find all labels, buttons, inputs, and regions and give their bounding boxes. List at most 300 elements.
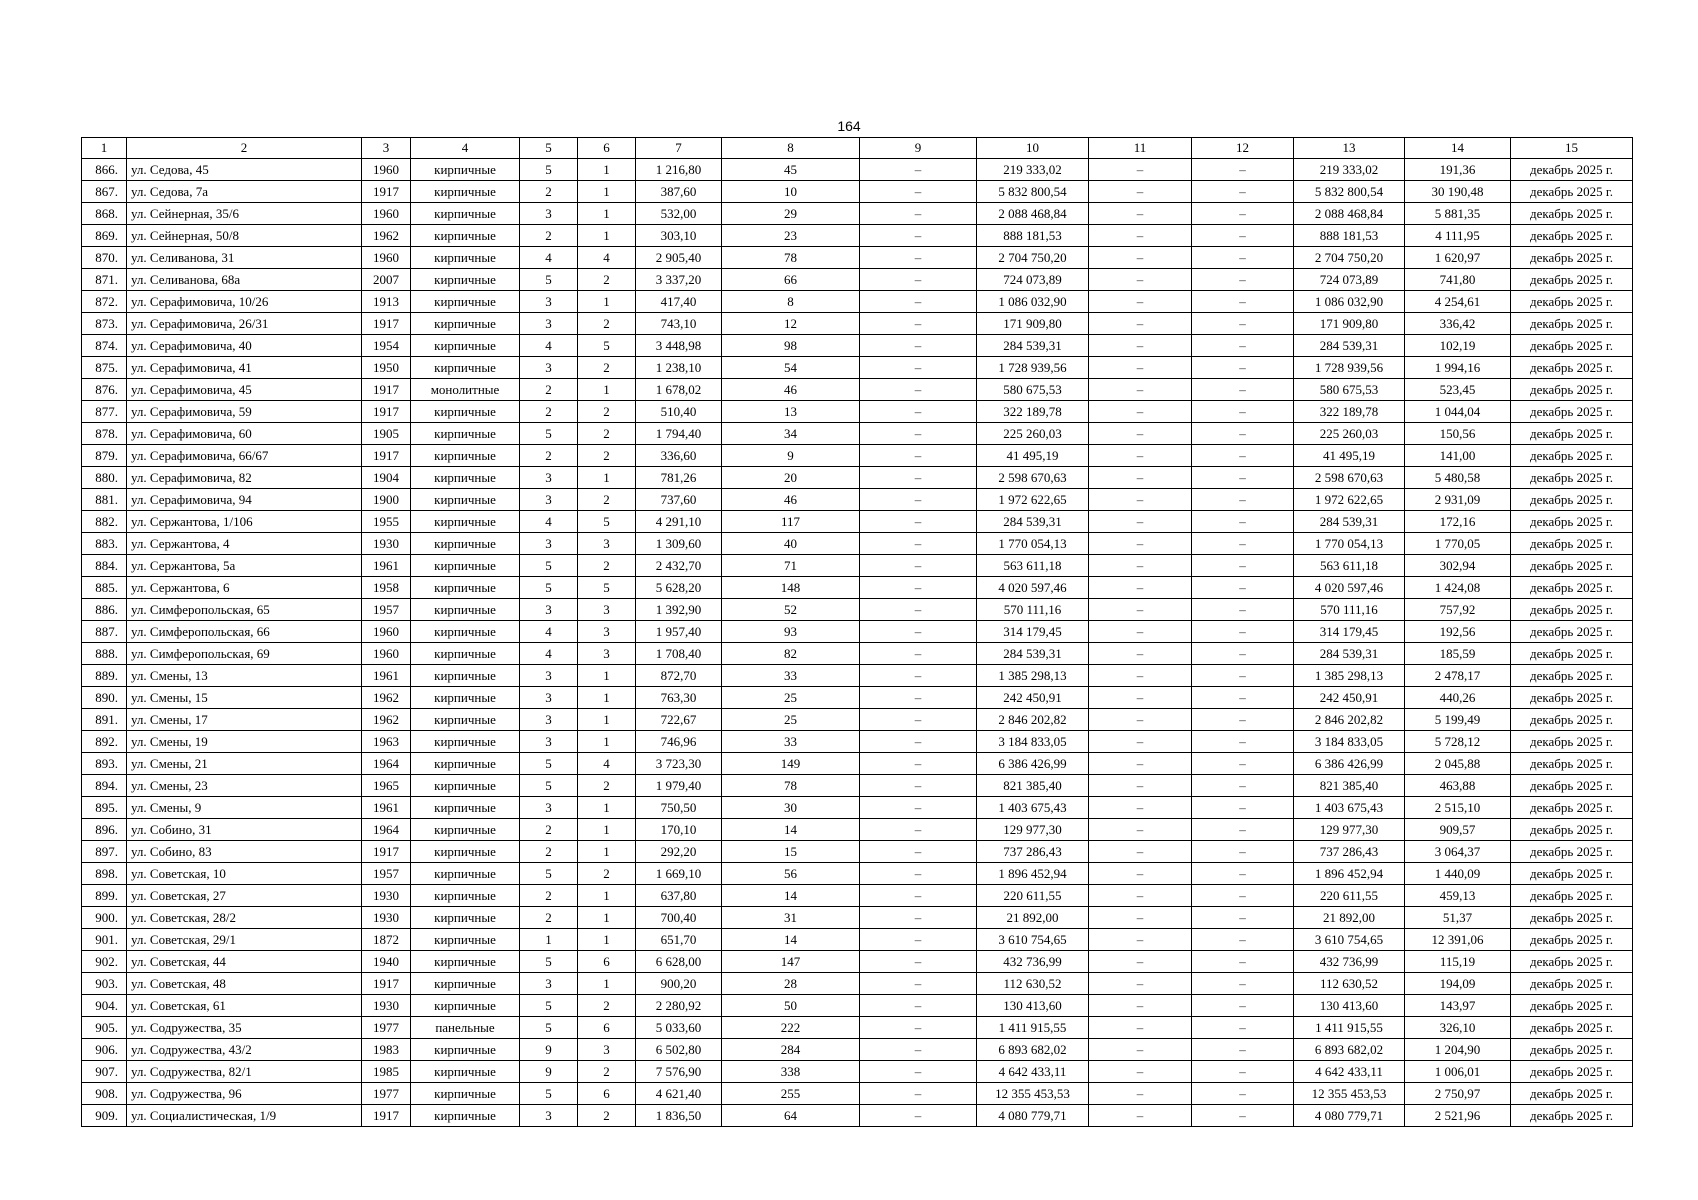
cell-residents: 10 [722,181,860,203]
cell-entrances: 2 [578,269,636,291]
cell-area: 2 905,40 [636,247,722,269]
cell-wall-material: кирпичные [411,467,520,489]
cell-cost-per-unit: 1 044,04 [1405,401,1511,423]
cell-col-12: – [1192,687,1294,709]
cell-repair-date: декабрь 2025 г. [1511,643,1633,665]
cell-col-9: – [860,291,977,313]
cell-col-11: – [1089,511,1192,533]
cell-col-9: – [860,467,977,489]
cell-floors: 1 [520,929,578,951]
cell-col-9: – [860,885,977,907]
cell-build-year: 1960 [362,203,411,225]
cell-build-year: 1977 [362,1083,411,1105]
cell-residents: 46 [722,489,860,511]
cell-col-11: – [1089,621,1192,643]
cell-col-11: – [1089,665,1192,687]
cell-cost-total: 1 385 298,13 [977,665,1089,687]
cell-entrances: 6 [578,951,636,973]
cell-cost-repair: 112 630,52 [1294,973,1405,995]
cell-repair-date: декабрь 2025 г. [1511,687,1633,709]
cell-entrances: 1 [578,973,636,995]
cell-repair-date: декабрь 2025 г. [1511,511,1633,533]
cell-cost-repair: 6 386 426,99 [1294,753,1405,775]
cell-address: ул. Социалистическая, 1/9 [127,1105,362,1127]
cell-entrances: 1 [578,379,636,401]
cell-row-number: 873. [82,313,127,335]
cell-build-year: 1964 [362,753,411,775]
cell-col-12: – [1192,181,1294,203]
cell-cost-total: 3 184 833,05 [977,731,1089,753]
cell-row-number: 892. [82,731,127,753]
cell-wall-material: кирпичные [411,665,520,687]
cell-wall-material: кирпичные [411,445,520,467]
cell-address: ул. Смены, 9 [127,797,362,819]
cell-row-number: 891. [82,709,127,731]
cell-residents: 82 [722,643,860,665]
cell-build-year: 1954 [362,335,411,357]
cell-col-9: – [860,1017,977,1039]
cell-cost-repair: 219 333,02 [1294,159,1405,181]
cell-area: 1 238,10 [636,357,722,379]
cell-address: ул. Смены, 15 [127,687,362,709]
cell-col-11: – [1089,159,1192,181]
cell-address: ул. Содружества, 43/2 [127,1039,362,1061]
table-row [82,1039,1633,1061]
cell-residents: 148 [722,577,860,599]
cell-floors: 2 [520,445,578,467]
cell-cost-repair: 1 385 298,13 [1294,665,1405,687]
cell-area: 7 576,90 [636,1061,722,1083]
cell-address: ул. Содружества, 82/1 [127,1061,362,1083]
cell-build-year: 1961 [362,797,411,819]
cell-address: ул. Седова, 45 [127,159,362,181]
cell-row-number: 888. [82,643,127,665]
cell-area: 737,60 [636,489,722,511]
cell-address: ул. Советская, 29/1 [127,929,362,951]
cell-build-year: 1977 [362,1017,411,1039]
cell-cost-total: 2 704 750,20 [977,247,1089,269]
cell-entrances: 6 [578,1083,636,1105]
cell-col-11: – [1089,753,1192,775]
cell-cost-total: 322 189,78 [977,401,1089,423]
cell-entrances: 2 [578,1105,636,1127]
cell-cost-total: 2 088 468,84 [977,203,1089,225]
cell-entrances: 5 [578,511,636,533]
cell-col-11: – [1089,863,1192,885]
cell-col-12: – [1192,335,1294,357]
table-row [82,621,1633,643]
cell-floors: 3 [520,533,578,555]
cell-floors: 2 [520,225,578,247]
cell-repair-date: декабрь 2025 г. [1511,335,1633,357]
cell-build-year: 1940 [362,951,411,973]
cell-floors: 4 [520,643,578,665]
cell-build-year: 1917 [362,313,411,335]
column-header-4: 4 [411,138,520,159]
cell-build-year: 1962 [362,687,411,709]
cell-cost-per-unit: 192,56 [1405,621,1511,643]
cell-cost-total: 1 728 939,56 [977,357,1089,379]
cell-cost-per-unit: 5 728,12 [1405,731,1511,753]
cell-entrances: 1 [578,181,636,203]
cell-row-number: 879. [82,445,127,467]
cell-area: 1 392,90 [636,599,722,621]
cell-floors: 9 [520,1039,578,1061]
cell-col-12: – [1192,1083,1294,1105]
cell-cost-repair: 3 610 754,65 [1294,929,1405,951]
cell-col-9: – [860,1105,977,1127]
cell-cost-per-unit: 143,97 [1405,995,1511,1017]
cell-col-12: – [1192,753,1294,775]
column-header-11: 11 [1089,138,1192,159]
cell-entrances: 2 [578,445,636,467]
cell-col-12: – [1192,907,1294,929]
cell-cost-repair: 563 611,18 [1294,555,1405,577]
cell-residents: 45 [722,159,860,181]
cell-repair-date: декабрь 2025 г. [1511,863,1633,885]
cell-col-9: – [860,907,977,929]
cell-repair-date: декабрь 2025 г. [1511,489,1633,511]
cell-build-year: 1963 [362,731,411,753]
table-body [82,159,1633,1127]
cell-cost-per-unit: 1 440,09 [1405,863,1511,885]
cell-repair-date: декабрь 2025 г. [1511,775,1633,797]
cell-cost-total: 284 539,31 [977,511,1089,533]
cell-cost-total: 888 181,53 [977,225,1089,247]
cell-area: 1 678,02 [636,379,722,401]
cell-residents: 64 [722,1105,860,1127]
cell-residents: 78 [722,775,860,797]
cell-address: ул. Серафимовича, 59 [127,401,362,423]
table-row [82,203,1633,225]
cell-row-number: 906. [82,1039,127,1061]
cell-col-11: – [1089,599,1192,621]
cell-col-9: – [860,247,977,269]
cell-col-12: – [1192,577,1294,599]
cell-area: 6 628,00 [636,951,722,973]
cell-row-number: 901. [82,929,127,951]
cell-residents: 56 [722,863,860,885]
cell-repair-date: декабрь 2025 г. [1511,1083,1633,1105]
cell-wall-material: кирпичные [411,687,520,709]
cell-residents: 117 [722,511,860,533]
cell-entrances: 3 [578,621,636,643]
cell-cost-repair: 1 770 054,13 [1294,533,1405,555]
cell-area: 872,70 [636,665,722,687]
cell-cost-repair: 220 611,55 [1294,885,1405,907]
cell-col-12: – [1192,423,1294,445]
cell-col-9: – [860,643,977,665]
cell-cost-total: 41 495,19 [977,445,1089,467]
cell-row-number: 884. [82,555,127,577]
cell-cost-per-unit: 30 190,48 [1405,181,1511,203]
cell-cost-repair: 12 355 453,53 [1294,1083,1405,1105]
cell-repair-date: декабрь 2025 г. [1511,423,1633,445]
cell-address: ул. Смены, 23 [127,775,362,797]
cell-residents: 46 [722,379,860,401]
table-row [82,555,1633,577]
cell-wall-material: кирпичные [411,225,520,247]
cell-residents: 78 [722,247,860,269]
cell-cost-per-unit: 5 480,58 [1405,467,1511,489]
cell-cost-total: 5 832 800,54 [977,181,1089,203]
cell-wall-material: кирпичные [411,577,520,599]
cell-address: ул. Симферопольская, 69 [127,643,362,665]
cell-row-number: 875. [82,357,127,379]
cell-col-11: – [1089,1061,1192,1083]
cell-cost-per-unit: 51,37 [1405,907,1511,929]
table-row [82,489,1633,511]
cell-col-9: – [860,379,977,401]
table-row [82,225,1633,247]
cell-col-9: – [860,335,977,357]
cell-residents: 34 [722,423,860,445]
cell-row-number: 898. [82,863,127,885]
cell-row-number: 868. [82,203,127,225]
cell-residents: 40 [722,533,860,555]
cell-address: ул. Сейнерная, 35/6 [127,203,362,225]
cell-floors: 2 [520,907,578,929]
cell-build-year: 1960 [362,159,411,181]
cell-cost-per-unit: 194,09 [1405,973,1511,995]
cell-cost-total: 171 909,80 [977,313,1089,335]
cell-repair-date: декабрь 2025 г. [1511,709,1633,731]
cell-row-number: 882. [82,511,127,533]
cell-col-9: – [860,577,977,599]
cell-wall-material: кирпичные [411,1105,520,1127]
cell-col-11: – [1089,819,1192,841]
cell-col-9: – [860,423,977,445]
cell-area: 637,80 [636,885,722,907]
cell-entrances: 2 [578,863,636,885]
cell-wall-material: кирпичные [411,907,520,929]
table-row [82,863,1633,885]
column-header-10: 10 [977,138,1089,159]
cell-cost-repair: 129 977,30 [1294,819,1405,841]
column-header-2: 2 [127,138,362,159]
cell-address: ул. Советская, 27 [127,885,362,907]
cell-cost-repair: 888 181,53 [1294,225,1405,247]
cell-address: ул. Селиванова, 31 [127,247,362,269]
cell-address: ул. Советская, 48 [127,973,362,995]
cell-floors: 3 [520,291,578,313]
cell-col-9: – [860,951,977,973]
cell-cost-repair: 284 539,31 [1294,643,1405,665]
cell-col-11: – [1089,1105,1192,1127]
column-header-14: 14 [1405,138,1511,159]
cell-col-11: – [1089,379,1192,401]
cell-floors: 5 [520,995,578,1017]
cell-wall-material: кирпичные [411,291,520,313]
cell-entrances: 2 [578,401,636,423]
cell-address: ул. Собино, 83 [127,841,362,863]
cell-row-number: 905. [82,1017,127,1039]
column-header-13: 13 [1294,138,1405,159]
cell-entrances: 3 [578,643,636,665]
cell-floors: 2 [520,401,578,423]
cell-col-12: – [1192,533,1294,555]
cell-col-12: – [1192,203,1294,225]
cell-col-11: – [1089,687,1192,709]
cell-address: ул. Серафимовича, 45 [127,379,362,401]
cell-col-9: – [860,511,977,533]
cell-col-9: – [860,687,977,709]
cell-row-number: 874. [82,335,127,357]
cell-col-11: – [1089,181,1192,203]
cell-cost-per-unit: 4 111,95 [1405,225,1511,247]
cell-col-9: – [860,731,977,753]
cell-col-11: – [1089,445,1192,467]
cell-cost-per-unit: 909,57 [1405,819,1511,841]
cell-wall-material: кирпичные [411,995,520,1017]
cell-build-year: 1957 [362,599,411,621]
cell-address: ул. Советская, 10 [127,863,362,885]
cell-col-12: – [1192,247,1294,269]
cell-repair-date: декабрь 2025 г. [1511,1039,1633,1061]
cell-wall-material: панельные [411,1017,520,1039]
cell-wall-material: кирпичные [411,709,520,731]
column-header-15: 15 [1511,138,1633,159]
cell-entrances: 2 [578,995,636,1017]
cell-col-11: – [1089,577,1192,599]
cell-cost-per-unit: 2 750,97 [1405,1083,1511,1105]
cell-address: ул. Советская, 28/2 [127,907,362,929]
cell-cost-per-unit: 463,88 [1405,775,1511,797]
table-row [82,709,1633,731]
cell-area: 781,26 [636,467,722,489]
cell-repair-date: декабрь 2025 г. [1511,907,1633,929]
cell-wall-material: кирпичные [411,621,520,643]
cell-build-year: 1985 [362,1061,411,1083]
cell-row-number: 886. [82,599,127,621]
cell-residents: 25 [722,687,860,709]
cell-row-number: 887. [82,621,127,643]
cell-wall-material: кирпичные [411,269,520,291]
cell-entrances: 2 [578,775,636,797]
cell-row-number: 866. [82,159,127,181]
cell-entrances: 1 [578,731,636,753]
cell-col-11: – [1089,775,1192,797]
cell-floors: 4 [520,247,578,269]
cell-cost-per-unit: 302,94 [1405,555,1511,577]
cell-col-11: – [1089,731,1192,753]
table-row [82,269,1633,291]
cell-col-11: – [1089,423,1192,445]
cell-cost-per-unit: 3 064,37 [1405,841,1511,863]
cell-address: ул. Симферопольская, 66 [127,621,362,643]
cell-wall-material: кирпичные [411,335,520,357]
table-row [82,907,1633,929]
cell-entrances: 1 [578,225,636,247]
cell-cost-per-unit: 1 424,08 [1405,577,1511,599]
cell-cost-total: 284 539,31 [977,335,1089,357]
cell-floors: 5 [520,1083,578,1105]
cell-cost-per-unit: 115,19 [1405,951,1511,973]
cell-col-12: – [1192,775,1294,797]
cell-col-11: – [1089,951,1192,973]
cell-cost-repair: 6 893 682,02 [1294,1039,1405,1061]
cell-entrances: 1 [578,467,636,489]
cell-col-12: – [1192,885,1294,907]
cell-col-9: – [860,489,977,511]
cell-cost-total: 130 413,60 [977,995,1089,1017]
cell-col-9: – [860,1061,977,1083]
cell-row-number: 909. [82,1105,127,1127]
cell-build-year: 1917 [362,841,411,863]
cell-cost-repair: 821 385,40 [1294,775,1405,797]
cell-col-11: – [1089,225,1192,247]
cell-row-number: 895. [82,797,127,819]
cell-wall-material: кирпичные [411,731,520,753]
cell-address: ул. Серафимовича, 26/31 [127,313,362,335]
cell-build-year: 1930 [362,885,411,907]
cell-cost-total: 580 675,53 [977,379,1089,401]
cell-floors: 3 [520,1105,578,1127]
cell-cost-repair: 724 073,89 [1294,269,1405,291]
cell-col-11: – [1089,841,1192,863]
cell-row-number: 902. [82,951,127,973]
cell-entrances: 1 [578,929,636,951]
table-row [82,841,1633,863]
cell-residents: 14 [722,929,860,951]
cell-col-12: – [1192,225,1294,247]
cell-area: 746,96 [636,731,722,753]
cell-residents: 13 [722,401,860,423]
cell-col-11: – [1089,467,1192,489]
cell-cost-repair: 2 704 750,20 [1294,247,1405,269]
cell-wall-material: кирпичные [411,1061,520,1083]
table-row [82,401,1633,423]
cell-area: 292,20 [636,841,722,863]
cell-cost-total: 432 736,99 [977,951,1089,973]
cell-residents: 20 [722,467,860,489]
cell-cost-repair: 225 260,03 [1294,423,1405,445]
cell-cost-total: 570 111,16 [977,599,1089,621]
cell-floors: 3 [520,797,578,819]
cell-col-12: – [1192,1061,1294,1083]
cell-floors: 3 [520,467,578,489]
cell-floors: 3 [520,203,578,225]
cell-floors: 4 [520,621,578,643]
cell-col-12: – [1192,1039,1294,1061]
cell-wall-material: кирпичные [411,973,520,995]
cell-col-11: – [1089,907,1192,929]
cell-entrances: 2 [578,357,636,379]
cell-cost-per-unit: 12 391,06 [1405,929,1511,951]
cell-build-year: 2007 [362,269,411,291]
cell-repair-date: декабрь 2025 г. [1511,357,1633,379]
cell-col-12: – [1192,511,1294,533]
cell-entrances: 3 [578,1039,636,1061]
cell-col-9: – [860,973,977,995]
cell-col-9: – [860,599,977,621]
cell-wall-material: кирпичные [411,181,520,203]
cell-address: ул. Серафимовича, 82 [127,467,362,489]
cell-repair-date: декабрь 2025 г. [1511,885,1633,907]
cell-build-year: 1905 [362,423,411,445]
cell-build-year: 1983 [362,1039,411,1061]
cell-residents: 14 [722,885,860,907]
cell-cost-total: 821 385,40 [977,775,1089,797]
cell-build-year: 1965 [362,775,411,797]
table-row [82,643,1633,665]
cell-area: 1 669,10 [636,863,722,885]
cell-col-9: – [860,709,977,731]
cell-col-12: – [1192,555,1294,577]
table-row [82,929,1633,951]
cell-entrances: 6 [578,1017,636,1039]
cell-build-year: 1904 [362,467,411,489]
